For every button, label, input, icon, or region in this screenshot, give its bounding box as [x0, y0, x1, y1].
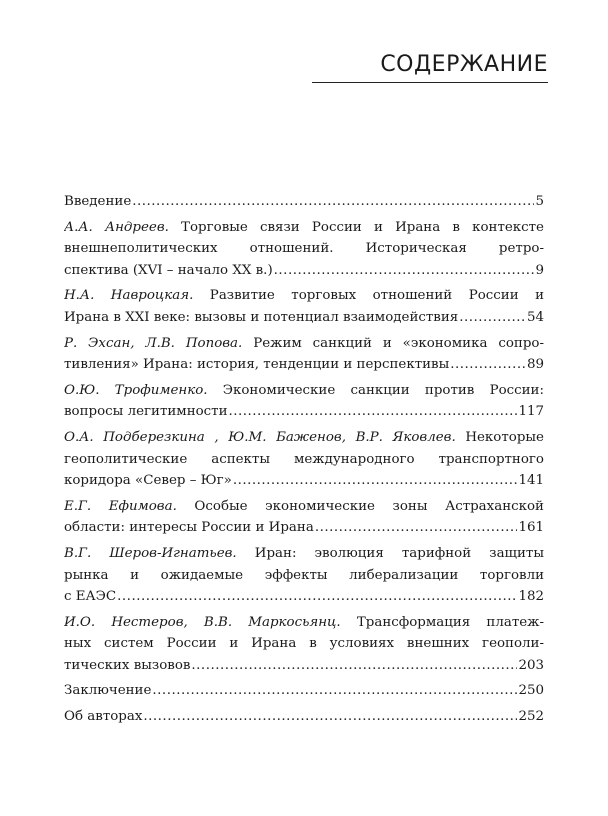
toc-entry-author: О.А. Подберезкина , Ю.М. Баженов, В.Р. Яковлев.	[64, 429, 456, 445]
toc-entry	[64, 191, 544, 213]
toc-entry-title: Некоторые	[455, 429, 544, 445]
dot-leader	[315, 517, 518, 539]
dot-leader	[233, 470, 518, 492]
toc-entry	[64, 427, 544, 492]
toc-entry-author: И.О. Нестеров, В.В. Маркосьянц.	[64, 614, 341, 630]
toc-entry-text	[64, 706, 142, 728]
toc-entry-text	[64, 430, 544, 445]
dot-leader	[459, 307, 526, 329]
toc-entry-text	[64, 586, 116, 608]
dot-leader	[143, 706, 517, 728]
toc-entry-title: Трансформация платеж-	[340, 614, 544, 630]
toc-entry-text	[64, 220, 544, 235]
toc-entry-text	[64, 655, 190, 677]
toc-entry-page-number: 54	[526, 309, 544, 325]
toc-entry-text	[64, 191, 131, 213]
toc-entry-page-number: 203	[518, 657, 544, 673]
toc-entry-text	[64, 546, 544, 561]
toc-entry-text	[64, 568, 544, 583]
toc-entry	[64, 543, 544, 608]
toc-entry	[64, 612, 544, 677]
toc-entry-title: Об авторах	[64, 709, 143, 725]
toc-entry-title: спектива (XVI – начало XX в.)	[64, 262, 273, 278]
toc-entry-last-line	[64, 470, 544, 492]
toc-entry-line	[64, 543, 544, 565]
toc-entry-last-line	[64, 260, 544, 282]
toc-entry-text	[64, 336, 544, 351]
toc-entry-title: тивления» Ирана: история, тенденции и перспективы	[64, 357, 450, 373]
toc-entry-line	[64, 612, 544, 634]
toc-entry-page-number: 252	[518, 709, 544, 725]
toc-entry-title: Введение	[64, 194, 132, 209]
toc-entry-last-line	[64, 586, 544, 608]
toc-entry-page-number: 117	[518, 404, 544, 420]
toc-entry-line	[64, 333, 544, 355]
toc-entry-last-line	[64, 191, 544, 213]
toc-entry-line	[64, 217, 544, 239]
toc-entry-page-number: 182	[518, 589, 544, 605]
toc-entry-last-line	[64, 517, 544, 539]
toc-entry-text	[64, 241, 544, 256]
toc-entry-text	[64, 615, 544, 630]
toc-entry-text	[64, 452, 544, 467]
toc-entry-last-line	[64, 354, 544, 376]
toc-entry-last-line	[64, 680, 544, 702]
toc-entry-last-line	[64, 401, 544, 423]
toc-entry-title: тических вызовов	[64, 657, 191, 673]
toc-entry-text	[64, 401, 228, 423]
toc-entry-author: О.Ю. Трофименко.	[64, 382, 208, 398]
toc-entry	[64, 285, 544, 328]
toc-entry-last-line	[64, 655, 544, 677]
dot-leader	[450, 354, 526, 376]
toc-entry	[64, 706, 544, 728]
toc-entry-text	[64, 517, 314, 539]
toc-entry-page-number: 161	[518, 520, 544, 536]
dot-leader	[152, 680, 517, 702]
toc-entry-title: с ЕАЭС	[64, 589, 117, 605]
toc-entry-text	[64, 288, 544, 303]
dot-leader	[117, 586, 517, 608]
toc-entry-author: Р. Эхсан, Л.В. Попова.	[64, 335, 243, 351]
toc-entry-title: Развитие торговых отношений России и	[193, 288, 544, 304]
toc-entry-text	[64, 636, 544, 651]
dot-leader	[132, 191, 534, 213]
toc-entry	[64, 333, 544, 376]
toc-entry-text	[64, 383, 544, 398]
dot-leader	[229, 401, 518, 423]
toc-entry-title: коридора «Север – Юг»	[64, 473, 232, 489]
toc-entry-page-number: 89	[526, 357, 544, 373]
toc-entry-line	[64, 427, 544, 449]
toc-entry-line	[64, 380, 544, 402]
toc-entry-text	[64, 354, 449, 376]
dot-leader	[274, 260, 535, 282]
toc-entry-text	[64, 499, 544, 514]
toc-entry-title: Экономические санкции против России:	[207, 382, 544, 398]
toc-entry-author: Н.А. Навроцкая.	[64, 288, 194, 304]
toc-entry-last-line	[64, 706, 544, 728]
toc-entry-page-number: 141	[518, 473, 544, 489]
toc-entry	[64, 496, 544, 539]
toc-entry-line	[64, 496, 544, 518]
toc-entry-line	[64, 565, 544, 587]
toc-entry-line	[64, 238, 544, 260]
toc-entry-title: Ирана в XXI веке: вызовы и потенциал взаимодействия	[64, 309, 459, 325]
toc-entry-text	[64, 680, 151, 702]
toc-entry-title: Иран: эволюция тарифной защиты	[236, 545, 544, 561]
toc-entry-page-number: 9	[535, 262, 544, 278]
toc-entry-author: А.А. Андреев.	[64, 219, 169, 235]
toc-entry-title: ных систем России и Ирана в условиях внешних геополи-	[64, 636, 544, 652]
toc-entry-last-line	[64, 307, 544, 329]
toc-entry-title: рынка и ожидаемые эффекты либерализации торговли	[64, 567, 544, 583]
toc-entry-page-number: 5	[535, 194, 544, 209]
toc-entry-title: геополитические аспекты международного транспортного	[64, 451, 544, 467]
toc-entry-author: В.Г. Шеров-Игнатьев.	[64, 545, 237, 561]
toc-entry-title: Торговые связи России и Ирана в контексте	[168, 219, 544, 235]
toc-entry-title: области: интересы России и Ирана	[64, 520, 314, 536]
toc-entry-line	[64, 633, 544, 655]
toc-entry-title: Особые экономические зоны Астраханской	[176, 498, 544, 514]
dot-leader	[191, 655, 517, 677]
toc-entry-text	[64, 307, 458, 329]
toc-entry-line	[64, 285, 544, 307]
toc-entry-author: Е.Г. Ефимова.	[64, 498, 177, 514]
toc-entry-title: внешнеполитических отношений. Историческая ретро-	[64, 241, 544, 257]
toc-entry	[64, 380, 544, 423]
toc-entry	[64, 680, 544, 702]
toc-entry	[64, 217, 544, 282]
title-rule	[312, 50, 548, 83]
toc-entry-title: вопросы легитимности	[64, 404, 228, 420]
toc-entry-text	[64, 260, 273, 282]
toc-entry-page-number: 250	[518, 683, 544, 699]
table-of-contents	[64, 191, 544, 732]
toc-entry-text	[64, 470, 232, 492]
toc-entry-title: Режим санкций и «экономика сопро-	[242, 335, 544, 351]
page-title: СОДЕРЖАНИЕ	[380, 52, 548, 77]
toc-entry-line	[64, 449, 544, 471]
toc-entry-title: Заключение	[64, 683, 152, 699]
